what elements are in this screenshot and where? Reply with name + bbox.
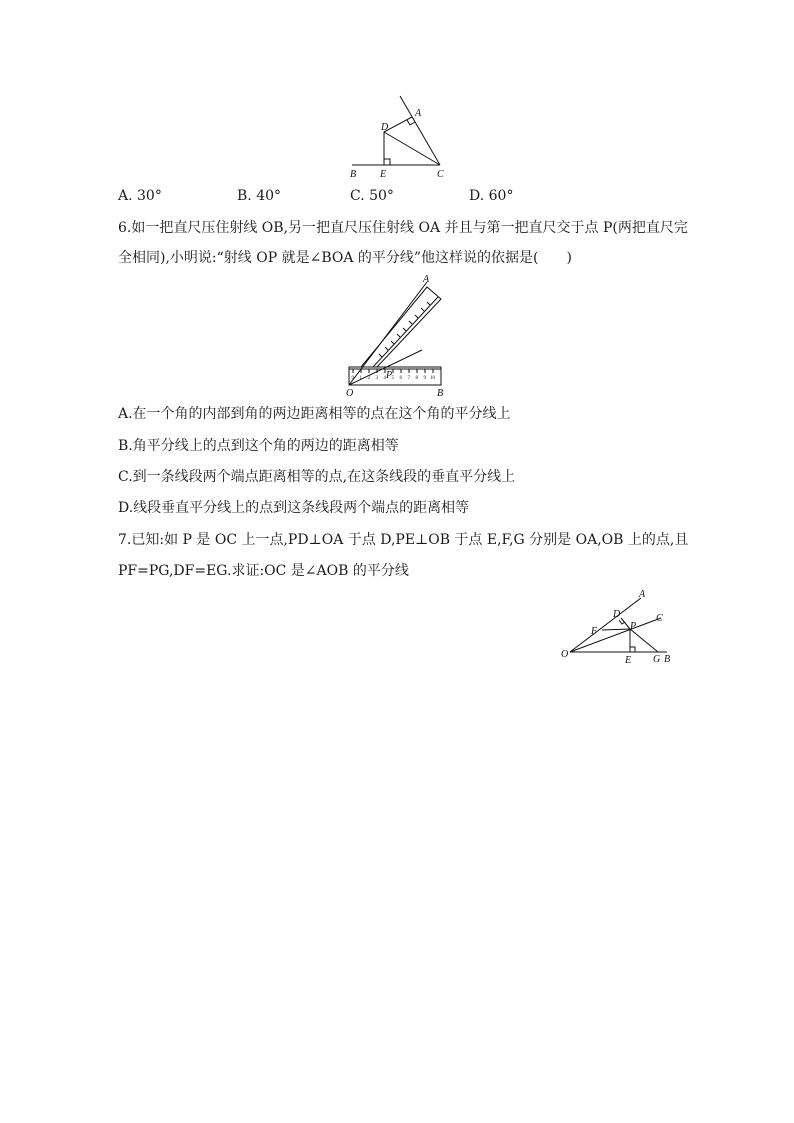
q7-label-c: C: [656, 613, 663, 624]
q6-label-p: P: [386, 370, 393, 381]
q6-text-line2: 全相同),小明说:“射线 OP 就是∠BOA 的平分线”他这样说的依据是( ): [118, 250, 572, 266]
q7-text-line1: 7.已知:如 P 是 OC 上一点,PD⊥OA 于点 D,PE⊥OB 于点 E,F,G 分别是 OA,OB 上的点,且: [118, 532, 689, 548]
q7-label-e: E: [625, 655, 632, 666]
q6-label-b: B: [437, 388, 444, 397]
q5-figure: [340, 92, 460, 182]
q6-option-b: B.角平分线上的点到这个角的两边的距离相等: [118, 438, 399, 454]
q5-line-ca: [400, 96, 440, 165]
q7-label-f: F: [591, 626, 598, 637]
q6-option-a: A.在一个角的内部到角的两边距离相等的点在这个角的平分线上: [118, 406, 511, 422]
q6-option-d: D.线段垂直平分线上的点到这条线段两个端点的距离相等: [118, 500, 470, 516]
q5-label-c: C: [437, 169, 444, 180]
q5-option-c: C. 50°: [350, 188, 394, 204]
svg-text:4: 4: [383, 376, 386, 381]
q6-ruler-tilted-ticks: [379, 302, 430, 357]
q5-line-cd: [384, 132, 440, 165]
q6-label-a: A: [423, 274, 430, 285]
svg-text:3: 3: [375, 376, 378, 381]
svg-text:2: 2: [367, 376, 370, 381]
svg-text:0: 0: [351, 376, 354, 381]
q5-right-angle-e: [384, 159, 390, 165]
q5-label-e: E: [380, 169, 387, 180]
q7-figure: [556, 584, 681, 666]
q7-label-a: A: [639, 589, 646, 600]
svg-text:7: 7: [407, 376, 410, 381]
svg-text:10: 10: [430, 376, 435, 381]
q7-label-b: B: [664, 654, 671, 665]
q5-option-d: D. 60°: [469, 188, 514, 204]
q6-figure: [340, 272, 450, 397]
q6-ruler-horizontal-numbers: [352, 376, 436, 381]
q5-label-a: A: [415, 108, 422, 119]
q6-ruler-tilted: [361, 287, 441, 367]
svg-text:5: 5: [391, 376, 394, 381]
q5-option-a: A. 30°: [118, 188, 162, 204]
q7-label-p: P: [630, 621, 637, 632]
q7-segment-pf: [602, 629, 630, 630]
q5-label-d: D: [381, 122, 389, 133]
q6-ruler-horizontal-ticks: [353, 369, 433, 373]
svg-text:6: 6: [399, 376, 402, 381]
q5-label-b: B: [350, 169, 357, 180]
q7-text-line2: PF=PG,DF=EG.求证:OC 是∠AOB 的平分线: [118, 563, 409, 579]
q6-text-line1: 6.如一把直尺压住射线 OB,另一把直尺压住射线 OA 并且与第一把直尺交于点 P(两把直尺完: [118, 220, 688, 236]
q6-ruler-horizontal: [349, 367, 441, 385]
q6-option-c: C.到一条线段两个端点距离相等的点,在这条线段的垂直平分线上: [118, 469, 516, 485]
q7-label-o: O: [561, 649, 569, 660]
q7-label-d: D: [613, 609, 621, 620]
q7-segment-pg: [630, 629, 658, 652]
q7-right-angle-e: [630, 647, 635, 652]
q6-label-o: O: [346, 388, 354, 397]
svg-text:9: 9: [423, 376, 426, 381]
q6-ruler-tilted-edge: [373, 297, 438, 367]
svg-text:1: 1: [359, 376, 362, 381]
q7-ray-oc: [570, 618, 661, 652]
svg-text:8: 8: [415, 376, 418, 381]
q7-right-angle-d: [619, 620, 625, 624]
q5-option-b: B. 40°: [237, 188, 282, 204]
q7-label-g: G: [653, 654, 661, 665]
